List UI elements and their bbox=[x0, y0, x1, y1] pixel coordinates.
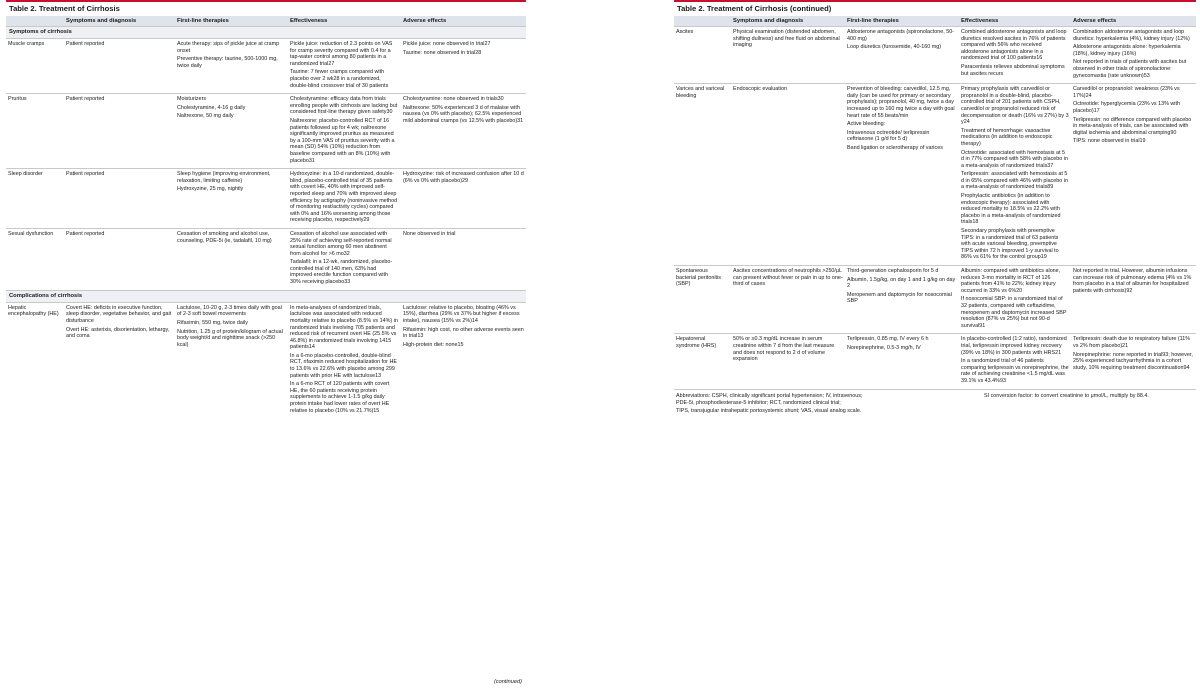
symptoms-diagnosis-cell bbox=[64, 302, 175, 418]
cell-paragraph: High-protein diet: none15 bbox=[403, 341, 464, 348]
cell-paragraph: Hydroxyzine, 25 mg, nightly bbox=[177, 186, 244, 193]
cell-paragraph: Cholestyramine, 4-16 g daily bbox=[177, 104, 246, 111]
table-row bbox=[6, 94, 526, 169]
table-row bbox=[6, 169, 526, 229]
cell-paragraph: In a randomized trial of 46 patients comparing terlipressin vs norepinephrine, the rate of achieving creatinine <1.5 mg/dL was 39.1% vs 43.4%93 bbox=[961, 358, 1069, 384]
first-line-therapies-cell bbox=[175, 39, 288, 94]
first-line-therapies-cell bbox=[175, 228, 288, 290]
condition-name: Ascites bbox=[674, 27, 731, 84]
table-row bbox=[674, 334, 1196, 389]
table-row bbox=[6, 302, 526, 418]
cell-paragraph: Tadalafil: in a 12-wk, randomized, placebo-controlled trial of 140 men, 63% had improved erectile function compared with 30% receiving placebo33 bbox=[290, 259, 393, 286]
table-row bbox=[6, 39, 526, 94]
section-row bbox=[6, 290, 526, 302]
first-line-therapies-cell bbox=[175, 94, 288, 169]
cell-paragraph: In placebo-controlled (1:2 ratio), randomized trial, terlipressin improved kidney recovery (39% vs 18%) in 300 patients with HRS21 bbox=[961, 336, 1067, 356]
cell-paragraph: Loop diuretics (furosemide, 40-160 mg) bbox=[847, 44, 942, 51]
cell-paragraph: Hydroxyzine: in a 10-d randomized, double-blind, placebo-controlled trial of 35 patients with covert HE, 40% with improved self-reported sleep and 70% with improved sleep efficiency by actigraphy (noninvasive method of monitoring rest/activity cycles) compared with 0% and 16% worsening among those receiving placebo, respectively29 bbox=[290, 171, 398, 224]
adverse-effects-cell bbox=[401, 302, 526, 418]
effectiveness-cell bbox=[288, 302, 401, 418]
table-title: Table 2. Treatment of Cirrhosis bbox=[6, 0, 526, 16]
effectiveness-cell bbox=[288, 39, 401, 94]
cell-paragraph: Moisturizers bbox=[177, 96, 207, 103]
cell-paragraph: Patient reported bbox=[66, 171, 105, 178]
symptoms-diagnosis-cell bbox=[64, 94, 175, 169]
adverse-effects-cell bbox=[1071, 27, 1196, 84]
cell-paragraph: Prophylactic antibiotics (in addition to endoscopic therapy): associated with reduced mortality to 18.5% vs 22.2% with placebo in a meta-analysis of randomized trials18 bbox=[961, 193, 1061, 226]
table-page-left bbox=[6, 0, 526, 691]
symptoms-diagnosis-cell bbox=[731, 266, 845, 334]
cell-paragraph: Aldosterone antagonists (spironolactone, 50-400 mg) bbox=[847, 29, 954, 42]
column-header-2: First-line therapies bbox=[845, 16, 959, 27]
condition-name: Varices and variceal bleeding bbox=[674, 84, 731, 266]
cell-paragraph: Carvedilol or propranolol: weakness (23% vs 17%)24 bbox=[1073, 86, 1180, 99]
section-row bbox=[6, 27, 526, 39]
cell-paragraph: Octreotide: associated with hemostasis at 5 d in 77% compared with 58% with placebo in a meta-analysis of randomized trials37 bbox=[961, 149, 1068, 169]
cell-paragraph: Albumin, 1.5g/kg, on day 1 and 1 g/kg on day 2 bbox=[847, 276, 956, 290]
effectiveness-cell bbox=[288, 169, 401, 229]
table-row bbox=[674, 266, 1196, 334]
abbreviation-line: PDE-5i, phosphodiesterase-5 inhibitor; RCT, randomized clinical trial; bbox=[676, 400, 841, 407]
cell-paragraph: Prevention of bleeding: carvedilol, 12.5 mg, daily (can be used for primary or secondary prophylaxis); propranolol, 40 mg, twice a day increased up to 160 mg twice a day with goal heart rate of 55 beats/min bbox=[847, 86, 955, 119]
effectiveness-cell bbox=[959, 334, 1071, 389]
condition-name: Sexual dysfunction bbox=[6, 228, 64, 290]
condition-name: Hepatic encephalopathy (HE) bbox=[6, 302, 64, 418]
symptoms-diagnosis-cell bbox=[64, 169, 175, 229]
cell-paragraph: Lactulose, 10-20 g, 2-3 times daily with goal of 2-3 soft bowel movements bbox=[177, 304, 282, 318]
cell-paragraph: Naltrexone, 50 mg daily bbox=[177, 113, 234, 120]
cell-paragraph: Covert HE: deficits in executive function, sleep disorder, vegetative behavior, and gait disturbance bbox=[66, 304, 172, 324]
table-row bbox=[674, 27, 1196, 84]
cell-paragraph: Not reported in trials of patients with ascites but observed in other trials of spironolactone: gynecomastia (rate unknown)53 bbox=[1073, 59, 1187, 79]
column-header-1: Symptoms and diagnosis bbox=[64, 16, 175, 27]
effectiveness-cell bbox=[959, 27, 1071, 84]
adverse-effects-cell bbox=[1071, 334, 1196, 389]
treatment-table-continued bbox=[674, 16, 1196, 389]
cell-paragraph: TIPS: none observed in trial19 bbox=[1073, 138, 1146, 145]
section-title: Complications of cirrhosis bbox=[6, 290, 526, 302]
adverse-effects-cell bbox=[401, 94, 526, 169]
adverse-effects-cell bbox=[1071, 266, 1196, 334]
effectiveness-cell bbox=[959, 266, 1071, 334]
cell-paragraph: Band ligation or sclerotherapy of varices bbox=[847, 144, 943, 151]
table-footnotes bbox=[674, 389, 1196, 419]
cell-paragraph: Rifaximin, 550 mg, twice daily bbox=[177, 319, 249, 326]
cell-paragraph: Terlipressin: no difference compared with placebo in meta-analysis of trials, can be associated with digital ischemia and abdominal cramping90 bbox=[1073, 116, 1192, 136]
adverse-effects-cell bbox=[401, 228, 526, 290]
adverse-effects-cell bbox=[401, 169, 526, 229]
cell-paragraph: Combined aldosterone antagonists and loop diuretics resolved ascites in 76% of patients compared with 56% who received aldosterone antagonists alone in a randomized trial of 100 patients16 bbox=[961, 29, 1067, 62]
cell-paragraph: In meta-analyses of randomized trials, lactulose was associated with reduced mortality relative to placebo (8.5% vs 14%) in randomized trials involving 705 patients and reduced risk of recurrent overt HE (25.5% vs 46.8%) in randomized trials involving 1415 patients14 bbox=[290, 304, 398, 351]
table-page-right bbox=[674, 0, 1196, 691]
cell-paragraph: Naltrexone: 50% experienced 3 d of malaise with nausea (vs 0% with placebo); 62.5% experienced mild abdominal cramps (vs 12.5% with placebo)31 bbox=[403, 104, 524, 124]
symptoms-diagnosis-cell bbox=[731, 27, 845, 84]
table-title-continued: Table 2. Treatment of Cirrhosis (continued) bbox=[674, 0, 1196, 16]
cell-paragraph: Patient reported bbox=[66, 230, 105, 237]
first-line-therapies-cell bbox=[175, 302, 288, 418]
column-header-3: Effectiveness bbox=[288, 16, 401, 27]
cell-paragraph: Pickle juice: reduction of 2.3 points on VAS for cramp severity compared with 0.4 for a tap-water control among 80 patients in a randomized trial27 bbox=[290, 41, 393, 67]
first-line-therapies-cell bbox=[175, 169, 288, 229]
cell-paragraph: Acute therapy: sips of pickle juice at cramp onset bbox=[177, 41, 280, 54]
symptoms-diagnosis-cell bbox=[731, 334, 845, 389]
cell-paragraph: Ascites concentrations of neutrophils >250/μL can present without fever or pain in up to one-third of cases bbox=[733, 268, 843, 288]
cell-paragraph: Overt HE: asterixis, disorientation, lethargy, and coma bbox=[66, 326, 170, 340]
cell-paragraph: Secondary prophylaxis with preemptive TIPS: in a randomized trial of 63 patients with acute variceal bleeding, preemptive TIPS within 72 h improved 1-y survival to 86% vs 61% for the control group19 bbox=[961, 228, 1059, 261]
cell-paragraph: Not reported in trial. However, albumin infusions can increase risk of pulmonary edema (4% vs 1% from placebo in a trial of albumin for hospitalized patients with cirrhosis)92 bbox=[1073, 268, 1192, 294]
cell-paragraph: Aldosterone antagonists alone: hyperkalemia (18%), kidney injury (16%) bbox=[1073, 44, 1181, 57]
cell-paragraph: Hydroxyzine: risk of increased confusion after 10 d (6% vs 0% with placebo)29 bbox=[403, 171, 524, 184]
cell-paragraph: Albumin: compared with antibiotics alone, reduces 3-mo mortality in RCT of 126 patients from 41% to 22%; kidney injury occurred in 33% vs 6%20 bbox=[961, 268, 1061, 294]
cell-paragraph: Treatment of hemorrhage: vasoactive medications (in addition to endoscopic therapy) bbox=[961, 127, 1053, 147]
cell-paragraph: Lactulose: relative to placebo, bloating (46% vs 15%), diarrhea (29% vs 37% but higher if excess intake), nausea (15% vs 2%)14 bbox=[403, 304, 520, 324]
first-line-therapies-cell bbox=[845, 334, 959, 389]
cell-paragraph: Combination aldosterone antagonists and loop diuretics: hyperkalemia (4%), kidney injury (12%) bbox=[1073, 29, 1190, 42]
si-conversion-note: SI conversion factor: to convert creatinine to μmol/L, multiply by 88.4. bbox=[984, 392, 1149, 399]
cell-paragraph: Taurine: 7 fewer cramps compared with placebo over 2 wk28 in a randomized, double-blind crossover trial of 30 patients bbox=[290, 69, 389, 89]
cell-paragraph: Cessation of smoking and alcohol use, counseling, PDE-5i (ie, tadalafil, 10 mg) bbox=[177, 230, 272, 244]
cell-paragraph: None observed in trial bbox=[403, 230, 456, 237]
effectiveness-cell bbox=[288, 228, 401, 290]
cell-paragraph: Terlipressin: death due to respiratory failure (11% vs 2% from placebo)21 bbox=[1073, 336, 1191, 349]
effectiveness-cell bbox=[288, 94, 401, 169]
cell-paragraph: In a 6-mo placebo-controlled, double-blind RCT, rifaximin reduced hospitalization for HE to 13.6% vs 22.6% with placebo among 299 patients with prior HE with lactulose13 bbox=[290, 352, 397, 379]
column-header-4: Adverse effects bbox=[401, 16, 526, 27]
cell-paragraph: Paracentesis relieves abdominal symptoms but ascites recurs bbox=[961, 63, 1065, 77]
cell-paragraph: 50% or ≥0.3 mg/dL increase in serum creatinine within 7 d from the last measure and does not respond to 2 d of volume expansion bbox=[733, 336, 835, 363]
cell-paragraph: Sleep hygiene (improving environment, relaxation, limiting caffeine) bbox=[177, 171, 271, 184]
cell-paragraph: Nutrition, 1.25 g of protein/kilogram of actual body weight/d and nighttime snack (>250 kcal) bbox=[177, 328, 283, 348]
first-line-therapies-cell bbox=[845, 27, 959, 84]
table-row bbox=[674, 84, 1196, 266]
cell-paragraph: Norepinephrine, 0.5-3 mg/h, IV bbox=[847, 344, 921, 351]
cell-paragraph: Octreotide: hyperglycemia (23% vs 13% with placebo)17 bbox=[1073, 101, 1180, 114]
cell-paragraph: Cessation of alcohol use associated with 25% rate of achieving self-reported normal sexual function among 60 men abstinent from alcohol for >6 mo32 bbox=[290, 230, 392, 257]
first-line-therapies-cell bbox=[845, 266, 959, 334]
cell-paragraph: Intravenous octreotide/ terlipressin ceftriaxone (1 g/d for 5 d) bbox=[847, 129, 930, 143]
cell-paragraph: Third-generation cephalosporin for 5 d bbox=[847, 268, 939, 274]
cell-paragraph: Cholestyramine: none observed in trials30 bbox=[403, 96, 504, 103]
cell-paragraph: Terlipressin, 0.85 mg, IV every 6 h bbox=[847, 336, 929, 343]
condition-name: Hepatorenal syndrome (HRS) bbox=[674, 334, 731, 389]
cell-paragraph: Patient reported bbox=[66, 41, 105, 48]
symptoms-diagnosis-cell bbox=[64, 39, 175, 94]
table-row bbox=[6, 228, 526, 290]
abbreviation-line: Abbreviations: CSPH, clinically significant portal hypertension; IV, intravenous; bbox=[676, 392, 863, 399]
cell-paragraph: If nosocomial SBP: in a randomized trial of 32 patients, compared with ceftazidime, meropenem and daptomycin increased SBP resolution (87% vs 25%) but not 90-d survival91 bbox=[961, 296, 1067, 329]
cell-paragraph: Preventive therapy: taurine, 500-1000 mg, twice daily bbox=[177, 56, 278, 69]
cell-paragraph: Endoscopic evaluation bbox=[733, 86, 787, 93]
cell-paragraph: Physical examination (distended abdomen, shifting dullness) and free fluid on abdominal imaging bbox=[733, 29, 840, 49]
cell-paragraph: Active bleeding: bbox=[847, 121, 886, 128]
effectiveness-cell bbox=[959, 84, 1071, 266]
column-header-0 bbox=[6, 16, 64, 27]
symptoms-diagnosis-cell bbox=[731, 84, 845, 266]
abbreviations bbox=[676, 393, 976, 416]
adverse-effects-cell bbox=[401, 39, 526, 94]
first-line-therapies-cell bbox=[845, 84, 959, 266]
condition-name: Spontaneous bacterial peritonitis (SBP) bbox=[674, 266, 731, 334]
cell-paragraph: Primary prophylaxis with carvedilol or propranolol in a double-blind, placebo-controlled trial of 201 patients with CSPH, carvedilol or propranolol reduced risk of decompensation or death (16% vs 27%) by 3 y24 bbox=[961, 86, 1069, 126]
column-header-2: First-line therapies bbox=[175, 16, 288, 27]
continued-note: (continued) bbox=[494, 679, 522, 685]
column-header-0 bbox=[674, 16, 731, 27]
condition-name: Muscle cramps bbox=[6, 39, 64, 94]
condition-name: Sleep disorder bbox=[6, 169, 64, 229]
column-header-1: Symptoms and diagnosis bbox=[731, 16, 845, 27]
column-header-4: Adverse effects bbox=[1071, 16, 1196, 27]
cell-paragraph: Terlipressin: associated with hemostasis at 5 d in 65% compared with 46% with placebo in a meta-analysis of randomized trials89 bbox=[961, 171, 1068, 191]
cell-paragraph: Naltrexone: placebo-controlled RCT of 16 patients followed up for 4 wk; naltrexone significantly improved pruritus as measured by a 100-mm VAS of pruritus severity with a mean (SD) 54% (10%) reduction from baseline compared with an 8% (10%) with placebo31 bbox=[290, 118, 395, 164]
cell-paragraph: Patient reported bbox=[66, 96, 105, 103]
column-header-3: Effectiveness bbox=[959, 16, 1071, 27]
condition-name: Pruritus bbox=[6, 94, 64, 169]
adverse-effects-cell bbox=[1071, 84, 1196, 266]
cell-paragraph: In a 6-mo RCT of 120 patients with covert HE, the 60 patients receiving protein supplements to achieve 1-1.5 g/kg daily protein intake had lower rates of overt HE relative to placebo (10% vs 21.7%)15 bbox=[290, 381, 390, 414]
symptoms-diagnosis-cell bbox=[64, 228, 175, 290]
treatment-table bbox=[6, 16, 526, 418]
cell-paragraph: Meropenem and daptomycin for nosocomial SBP bbox=[847, 291, 952, 305]
cell-paragraph: Pickle juice: none observed in trial27 bbox=[403, 41, 491, 48]
cell-paragraph: Norepinephrine: none reported in trial93; however, 25% experienced tachyarrhythmia in a cohort study, 10% requiring treatment discontinuation94 bbox=[1073, 351, 1193, 371]
cell-paragraph: Cholestyramine: efficacy data from trials enrolling people with cirrhosis are lacking but considered first-line therapy given safety30 bbox=[290, 96, 398, 116]
section-title: Symptoms of cirrhosis bbox=[6, 27, 526, 39]
cell-paragraph: Taurine: none observed in trial28 bbox=[403, 49, 482, 56]
abbreviation-line: TIPS, transjugular intrahepatic portosystemic shunt; VAS, visual analog scale. bbox=[676, 407, 862, 414]
cell-paragraph: Rifaximin: high cost, no other adverse events seen in trial13 bbox=[403, 326, 524, 340]
